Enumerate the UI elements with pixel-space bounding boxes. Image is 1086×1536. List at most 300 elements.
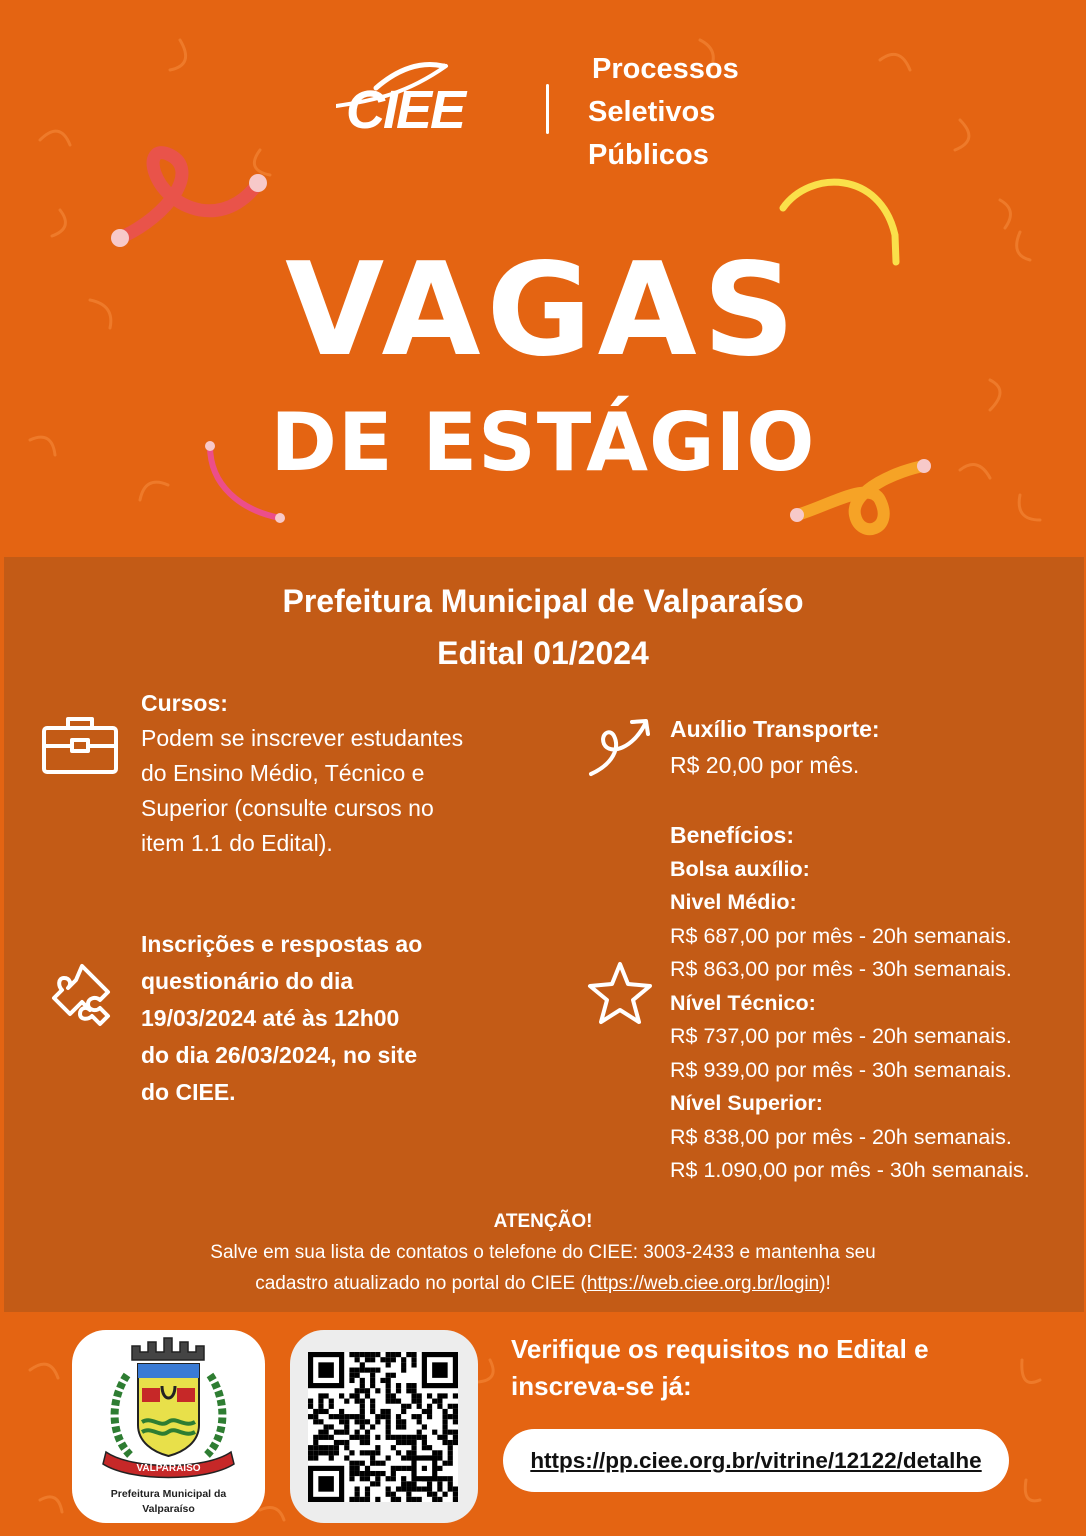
qr-module: [401, 1435, 406, 1440]
qr-module: [380, 1461, 385, 1466]
qr-module: [349, 1393, 354, 1398]
qr-module: [355, 1419, 360, 1424]
qr-module: [386, 1378, 391, 1383]
qr-module: [375, 1414, 380, 1419]
qr-module: [442, 1435, 447, 1440]
header-tagline: [588, 48, 739, 177]
qr-module: [391, 1497, 396, 1502]
main-title: VAGAS: [285, 236, 801, 385]
qr-module: [370, 1455, 375, 1460]
qr-module: [437, 1435, 442, 1440]
qr-module: [448, 1461, 453, 1466]
atencao-section: [0, 1206, 1086, 1299]
qr-module: [360, 1383, 365, 1388]
qr-module: [370, 1378, 375, 1383]
city-crest-emblem: [72, 1330, 265, 1490]
qr-module: [396, 1435, 401, 1440]
qr-module: [360, 1471, 365, 1476]
level-tecnico: Nível Técnico:: [670, 990, 816, 1015]
qr-module: [324, 1445, 329, 1450]
qr-module: [355, 1461, 360, 1466]
qr-module: [396, 1450, 401, 1455]
qr-module: [355, 1430, 360, 1435]
qr-module: [355, 1357, 360, 1362]
qr-module: [344, 1414, 349, 1419]
qr-module: [432, 1450, 437, 1455]
qr-module: [334, 1414, 339, 1419]
qr-module: [437, 1455, 442, 1460]
qr-module: [324, 1435, 329, 1440]
qr-module: [417, 1404, 422, 1409]
beneficios-section: [670, 819, 1080, 1188]
qr-module: [386, 1388, 391, 1393]
qr-module: [396, 1383, 401, 1388]
qr-module: [391, 1492, 396, 1497]
qr-module: [370, 1357, 375, 1362]
qr-module: [360, 1388, 365, 1393]
qr-module: [401, 1481, 406, 1486]
qr-module: [313, 1455, 318, 1460]
qr-module: [448, 1404, 453, 1409]
qr-module: [442, 1424, 447, 1429]
qr-module: [375, 1497, 380, 1502]
qr-module: [375, 1450, 380, 1455]
qr-module: [360, 1461, 365, 1466]
qr-module: [427, 1414, 432, 1419]
qr-module: [375, 1388, 380, 1393]
qr-module: [370, 1409, 375, 1414]
ciee-logo-text: CIEE: [346, 80, 465, 133]
qr-module: [344, 1430, 349, 1435]
qr-module: [308, 1399, 313, 1404]
qr-module: [365, 1368, 370, 1373]
qr-module: [406, 1486, 411, 1491]
qr-module: [375, 1419, 380, 1424]
qr-module: [437, 1466, 442, 1471]
qr-module: [360, 1378, 365, 1383]
qr-module: [355, 1466, 360, 1471]
qr-module: [360, 1450, 365, 1455]
qr-module: [386, 1357, 391, 1362]
qr-module: [318, 1409, 323, 1414]
qr-module: [391, 1357, 396, 1362]
qr-module: [308, 1404, 313, 1409]
qr-module: [411, 1393, 416, 1398]
inscricoes-line: 19/03/2024 até às 12h00: [141, 1005, 400, 1031]
qr-module: [386, 1393, 391, 1398]
qr-module: [339, 1440, 344, 1445]
qr-module: [365, 1497, 370, 1502]
qr-module: [448, 1414, 453, 1419]
qr-module: [349, 1476, 354, 1481]
qr-module: [365, 1440, 370, 1445]
qr-module: [375, 1476, 380, 1481]
qr-module: [380, 1378, 385, 1383]
qr-module: [411, 1481, 416, 1486]
qr-module: [370, 1399, 375, 1404]
qr-module: [329, 1414, 334, 1419]
qr-module: [349, 1373, 354, 1378]
qr-code-card[interactable]: [290, 1330, 478, 1523]
qr-module: [411, 1497, 416, 1502]
qr-module: [427, 1393, 432, 1398]
qr-module: [401, 1455, 406, 1460]
bolsa-value: R$ 838,00 por mês - 20h semanais.: [670, 1124, 1012, 1149]
qr-module: [344, 1399, 349, 1404]
qr-module: [422, 1466, 427, 1471]
qr-module: [313, 1414, 318, 1419]
qr-module: [365, 1486, 370, 1491]
qr-module: [396, 1399, 401, 1404]
beneficios-title: Benefícios:: [670, 822, 794, 848]
qr-module: [391, 1399, 396, 1404]
qr-module: [360, 1409, 365, 1414]
qr-module: [313, 1440, 318, 1445]
qr-module: [339, 1414, 344, 1419]
qr-module: [349, 1352, 354, 1357]
qr-module: [318, 1445, 323, 1450]
auxilio-value: R$ 20,00 por mês.: [670, 752, 860, 778]
qr-module: [411, 1445, 416, 1450]
tagline-line: Seletivos: [588, 96, 716, 128]
qr-module: [313, 1435, 318, 1440]
qr-module: [453, 1419, 458, 1424]
qr-module: [427, 1404, 432, 1409]
qr-module: [411, 1362, 416, 1367]
qr-module: [365, 1450, 370, 1455]
qr-module: [349, 1414, 354, 1419]
qr-module: [411, 1435, 416, 1440]
crest-caption-line: Prefeitura Municipal da: [110, 1488, 227, 1500]
qr-module: [355, 1388, 360, 1393]
qr-module: [308, 1450, 313, 1455]
qr-module: [417, 1399, 422, 1404]
qr-module: [453, 1404, 458, 1409]
org-heading: [0, 575, 1086, 679]
qr-module: [448, 1476, 453, 1481]
cursos-line: item 1.1 do Edital).: [141, 830, 333, 856]
qr-module: [324, 1393, 329, 1398]
atencao-line: [0, 1268, 1086, 1299]
qr-module: [386, 1373, 391, 1378]
qr-module: [334, 1440, 339, 1445]
qr-module: [417, 1430, 422, 1435]
qr-module: [329, 1424, 334, 1429]
inscricoes-line: do dia 26/03/2024, no site: [141, 1042, 418, 1068]
qr-module: [349, 1378, 354, 1383]
qr-module: [365, 1352, 370, 1357]
qr-module: [365, 1492, 370, 1497]
qr-module: [396, 1466, 401, 1471]
qr-module: [422, 1486, 427, 1491]
qr-module: [442, 1492, 447, 1497]
qr-module: [313, 1445, 318, 1450]
qr-module: [453, 1393, 458, 1398]
edital-url-link[interactable]: https://pp.ciee.org.br/vitrine/12122/detalhe: [530, 1448, 982, 1473]
login-link[interactable]: https://web.ciee.org.br/login: [586, 1273, 820, 1294]
qr-module: [375, 1445, 380, 1450]
qr-module: [417, 1435, 422, 1440]
qr-module: [375, 1481, 380, 1486]
puzzle-icon: [48, 960, 116, 1028]
qr-module: [453, 1414, 458, 1419]
qr-module: [411, 1352, 416, 1357]
qr-module: [391, 1466, 396, 1471]
qr-module: [448, 1481, 453, 1486]
qr-module: [396, 1440, 401, 1445]
qr-module: [355, 1414, 360, 1419]
qr-module: [360, 1497, 365, 1502]
atencao-title: ATENÇÃO!: [493, 1211, 593, 1232]
qr-module: [380, 1357, 385, 1362]
qr-module: [437, 1450, 442, 1455]
level-superior: Nível Superior:: [670, 1091, 823, 1115]
qr-module: [401, 1368, 406, 1373]
qr-module: [417, 1419, 422, 1424]
inscricoes-line: questionário do dia: [141, 968, 354, 994]
qr-module: [411, 1414, 416, 1419]
qr-module: [401, 1424, 406, 1429]
qr-module: [318, 1476, 334, 1492]
cta-text: [511, 1331, 981, 1405]
qr-module: [355, 1393, 360, 1398]
qr-module: [329, 1435, 334, 1440]
qr-module: [453, 1435, 458, 1440]
qr-module: [422, 1440, 427, 1445]
org-name: Prefeitura Municipal de Valparaíso: [282, 583, 804, 619]
qr-module: [349, 1497, 354, 1502]
qr-module: [370, 1450, 375, 1455]
qr-module: [355, 1492, 360, 1497]
qr-module: [411, 1440, 416, 1445]
qr-module: [370, 1471, 375, 1476]
qr-module: [355, 1352, 360, 1357]
qr-module: [349, 1435, 354, 1440]
qr-module: [442, 1440, 447, 1445]
qr-module: [324, 1450, 329, 1455]
qr-module: [349, 1368, 354, 1373]
qr-module: [386, 1352, 391, 1357]
qr-module: [406, 1450, 411, 1455]
inscricoes-line: Inscrições e respostas ao: [141, 931, 423, 957]
qr-module: [437, 1476, 442, 1481]
qr-module: [406, 1440, 411, 1445]
qr-module: [349, 1450, 354, 1455]
qr-module: [375, 1471, 380, 1476]
qr-module: [318, 1362, 334, 1378]
qr-module: [448, 1445, 453, 1450]
crest-banner-text: VALPARAÍSO: [136, 1463, 201, 1474]
qr-module: [406, 1466, 411, 1471]
qr-module: [318, 1450, 323, 1455]
qr-module: [318, 1435, 323, 1440]
qr-module: [380, 1409, 385, 1414]
qr-module: [375, 1435, 380, 1440]
qr-module: [442, 1430, 447, 1435]
qr-module: [406, 1497, 411, 1502]
qr-module: [344, 1455, 349, 1460]
qr-module: [339, 1419, 344, 1424]
qr-module: [448, 1455, 453, 1460]
cursos-line: Superior (consulte cursos no: [141, 795, 434, 821]
tagline-line: Processos: [592, 53, 739, 85]
bolsa-value: R$ 863,00 por mês - 30h semanais.: [670, 957, 1012, 981]
qr-module: [375, 1352, 380, 1357]
qr-module: [349, 1466, 354, 1471]
auxilio-title: Auxílio Transporte:: [670, 716, 880, 742]
crest-caption: [72, 1487, 265, 1517]
arrow-icon: [588, 712, 654, 778]
qr-module: [442, 1393, 447, 1398]
qr-module: [453, 1440, 458, 1445]
qr-module: [344, 1419, 349, 1424]
qr-module: [386, 1399, 391, 1404]
qr-module: [437, 1486, 442, 1491]
inscricoes-section: [141, 926, 481, 1111]
qr-module: [334, 1445, 339, 1450]
qr-module: [401, 1362, 406, 1367]
cursos-section: [141, 686, 521, 861]
qr-module: [386, 1383, 391, 1388]
qr-module: [406, 1352, 411, 1357]
qr-module: [432, 1362, 448, 1378]
qr-module: [318, 1430, 323, 1435]
qr-module: [370, 1352, 375, 1357]
qr-module: [401, 1357, 406, 1362]
qr-module: [411, 1450, 416, 1455]
qr-module: [448, 1486, 453, 1491]
qr-module: [360, 1362, 365, 1367]
qr-module: [318, 1393, 323, 1398]
qr-module: [448, 1450, 453, 1455]
qr-module: [401, 1409, 406, 1414]
qr-module: [375, 1368, 380, 1373]
qr-module: [360, 1414, 365, 1419]
qr-module: [355, 1373, 360, 1378]
qr-module: [453, 1430, 458, 1435]
atencao-text: cadastro atualizado no portal do CIEE (: [255, 1273, 587, 1294]
qr-module: [308, 1414, 313, 1419]
qr-module: [386, 1419, 391, 1424]
qr-module: [411, 1388, 416, 1393]
qr-module: [370, 1461, 375, 1466]
qr-module: [401, 1466, 406, 1471]
city-crest-card: [72, 1330, 265, 1523]
qr-module: [355, 1486, 360, 1491]
qr-module: [411, 1357, 416, 1362]
qr-module: [360, 1399, 365, 1404]
qr-module: [442, 1419, 447, 1424]
qr-module: [355, 1497, 360, 1502]
qr-module: [411, 1486, 416, 1491]
qr-module: [375, 1461, 380, 1466]
qr-module: [355, 1435, 360, 1440]
qr-module: [370, 1481, 375, 1486]
qr-module: [391, 1471, 396, 1476]
qr-module: [386, 1362, 391, 1367]
qr-module: [453, 1497, 458, 1502]
qr-code[interactable]: [308, 1352, 458, 1502]
qr-module: [401, 1404, 406, 1409]
qr-module: [432, 1492, 437, 1497]
qr-module: [386, 1486, 391, 1491]
qr-module: [396, 1497, 401, 1502]
qr-module: [339, 1430, 344, 1435]
auxilio-section: [670, 711, 1070, 783]
qr-module: [427, 1481, 432, 1486]
qr-module: [391, 1435, 396, 1440]
qr-module: [349, 1461, 354, 1466]
qr-module: [391, 1373, 396, 1378]
qr-module: [370, 1404, 375, 1409]
qr-module: [406, 1404, 411, 1409]
qr-module: [442, 1414, 447, 1419]
qr-module: [365, 1419, 370, 1424]
qr-module: [427, 1486, 432, 1491]
qr-module: [355, 1471, 360, 1476]
qr-module: [422, 1424, 427, 1429]
qr-module: [401, 1476, 406, 1481]
qr-module: [453, 1486, 458, 1491]
qr-module: [406, 1492, 411, 1497]
qr-module: [355, 1399, 360, 1404]
qr-module: [406, 1455, 411, 1460]
qr-module: [453, 1409, 458, 1414]
qr-module: [406, 1383, 411, 1388]
qr-module: [406, 1388, 411, 1393]
qr-module: [360, 1435, 365, 1440]
qr-module: [432, 1399, 437, 1404]
crest-caption-line: Valparaíso: [142, 1503, 195, 1515]
qr-module: [355, 1368, 360, 1373]
qr-module: [442, 1409, 447, 1414]
qr-module: [386, 1435, 391, 1440]
qr-module: [318, 1404, 323, 1409]
qr-module: [334, 1450, 339, 1455]
qr-module: [386, 1492, 391, 1497]
qr-module: [365, 1466, 370, 1471]
qr-module: [365, 1435, 370, 1440]
qr-module: [365, 1430, 370, 1435]
qr-module: [386, 1430, 391, 1435]
qr-module: [442, 1461, 447, 1466]
qr-module: [308, 1445, 313, 1450]
qr-module: [370, 1368, 375, 1373]
qr-module: [360, 1440, 365, 1445]
bolsa-value: R$ 939,00 por mês - 30h semanais.: [670, 1057, 1012, 1082]
qr-module: [396, 1424, 401, 1429]
qr-module: [406, 1435, 411, 1440]
qr-module: [324, 1409, 329, 1414]
main-subtitle: DE ESTÁGIO: [270, 396, 816, 489]
qr-module: [370, 1383, 375, 1388]
qr-module: [360, 1352, 365, 1357]
bolsa-subtitle: Bolsa auxílio:: [670, 856, 810, 881]
bolsa-value: R$ 737,00 por mês - 20h semanais.: [670, 1024, 1012, 1048]
qr-module: [391, 1352, 396, 1357]
qr-module: [360, 1476, 365, 1481]
atencao-line: Salve em sua lista de contatos o telefone do CIEE: 3003-2433 e mantenha seu: [210, 1242, 876, 1263]
qr-module: [360, 1368, 365, 1373]
qr-module: [386, 1476, 391, 1481]
qr-module: [313, 1419, 318, 1424]
tagline-line: Públicos: [588, 139, 709, 171]
qr-module: [386, 1455, 391, 1460]
qr-module: [437, 1497, 442, 1502]
qr-module: [432, 1497, 437, 1502]
qr-module: [329, 1399, 334, 1404]
qr-module: [360, 1424, 365, 1429]
